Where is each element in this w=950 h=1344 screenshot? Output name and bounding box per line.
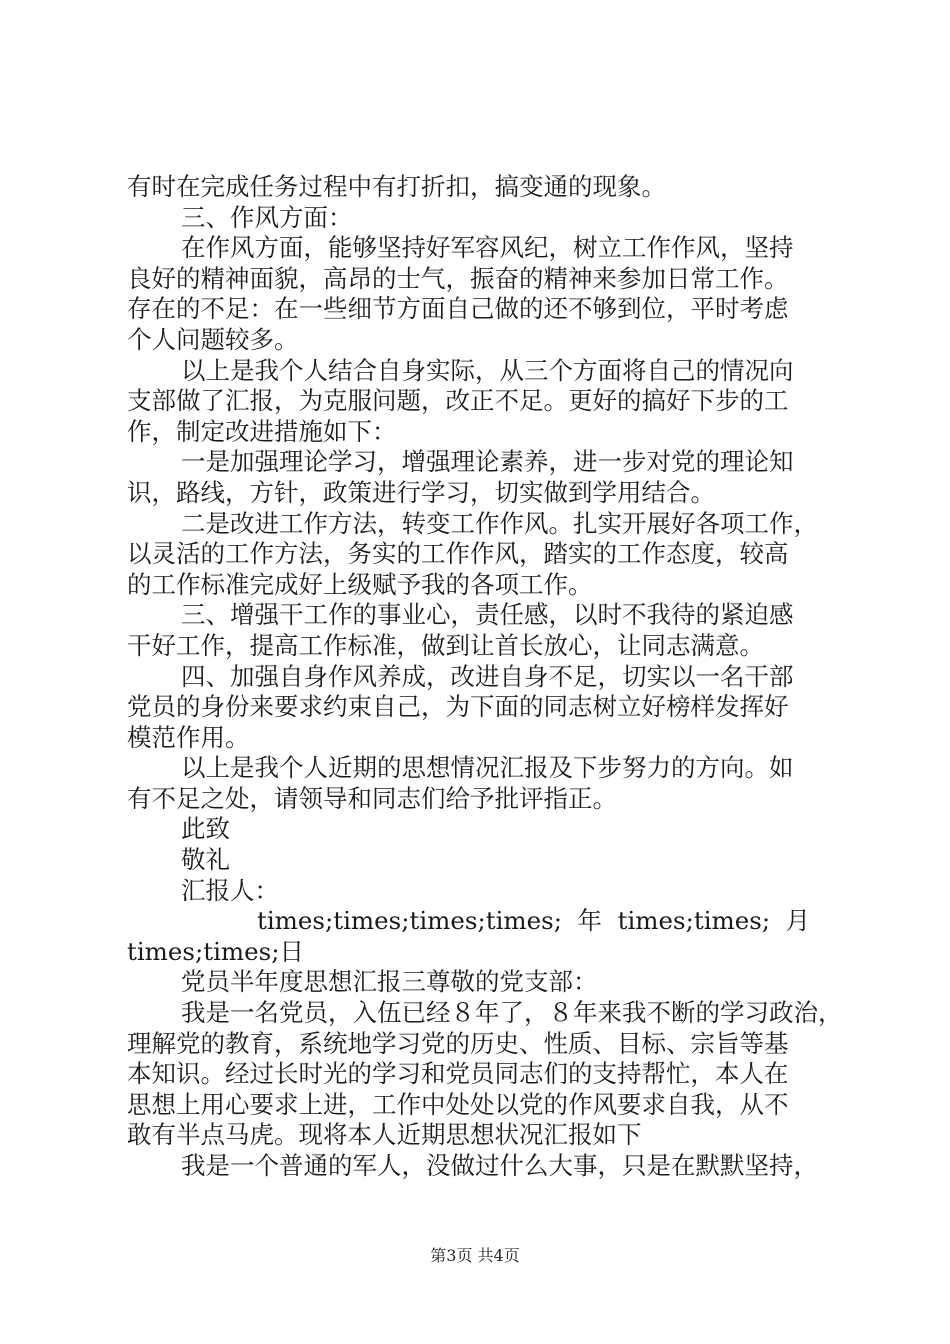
body-line: 本知识。经过长时光的学习和党员同志们的支持帮忙，本人在: [127, 1059, 789, 1089]
body-line: 一是加强理论学习，增强理论素养，进一步对党的理论知: [181, 447, 794, 477]
body-line: 敢有半点马虎。现将本人近期思想状况汇报如下: [127, 1120, 642, 1150]
page-number-footer: 第3页 共4页: [430, 1246, 520, 1265]
body-line: 作，制定改进措施如下：: [127, 416, 397, 446]
body-line: 有不足之处，请领导和同志们给予批评指正。: [127, 783, 617, 813]
body-line: 理解党的教育，系统地学习党的历史、性质、目标、宗旨等基: [127, 1028, 789, 1058]
body-line: 在作风方面，能够坚持好军容风纪，树立工作作风，坚持: [181, 233, 794, 263]
body-line: 党员的身份来要求约束自己，为下面的同志树立好榜样发挥好: [127, 692, 789, 722]
body-line: 以上是我个人结合自身实际，从三个方面将自己的情况向: [181, 355, 794, 385]
reporter-label: 汇报人：: [181, 875, 279, 905]
body-line: 三、增强干工作的事业心，责任感，以时不我待的紧迫感: [181, 600, 794, 630]
body-line: 识，路线，方针，政策进行学习，切实做到学用结合。: [127, 477, 715, 507]
body-line: 模范作用。: [127, 722, 250, 752]
closing-regards: 敬礼: [181, 845, 230, 875]
body-line: 良好的精神面貌，高昂的士气，振奋的精神来参加日常工作。: [127, 263, 789, 293]
section-title: 党员半年度思想汇报三尊敬的党支部：: [181, 967, 598, 997]
section-heading: 三、作风方面：: [181, 202, 353, 232]
date-line-continued: times;times;日: [127, 936, 304, 966]
closing-salutation: 此致: [181, 814, 230, 844]
body-line: 的工作标准完成好上级赋予我的各项工作。: [127, 569, 593, 599]
body-line: 有时在完成任务过程中有打折扣，搞变通的现象。: [127, 172, 666, 201]
body-line: 思想上用心要求上进，工作中处处以党的作风要求自我，从不: [127, 1089, 789, 1119]
body-line: 四、加强自身作风养成，改进自身不足，切实以一名干部: [181, 661, 794, 691]
body-line: 个人问题较多。: [127, 324, 299, 354]
body-line: 我是一个普通的军人，没做过什么大事，只是在默默坚持，: [181, 1151, 818, 1180]
body-line: 存在的不足：在一些细节方面自己做的还不够到位，平时考虑: [127, 294, 789, 324]
body-line: 干好工作，提高工作标准，做到让首长放心，让同志满意。: [127, 630, 764, 660]
body-line: 支部做了汇报，为克服问题，改正不足。更好的搞好下步的工: [127, 386, 789, 416]
body-line: 以上是我个人近期的思想情况汇报及下步努力的方向。如: [181, 753, 794, 783]
body-line: 我是一名党员，入伍已经８年了，８年来我不断的学习政治，: [181, 998, 843, 1028]
date-line: times;times;times;times; 年 times;times; 月: [257, 906, 811, 936]
body-line: 以灵活的工作方法，务实的工作作风，踏实的工作态度，较高: [127, 539, 789, 569]
body-line: 二是改进工作方法，转变工作作风。扎实开展好各项工作，: [181, 508, 818, 538]
document-body: [127, 172, 843, 1182]
